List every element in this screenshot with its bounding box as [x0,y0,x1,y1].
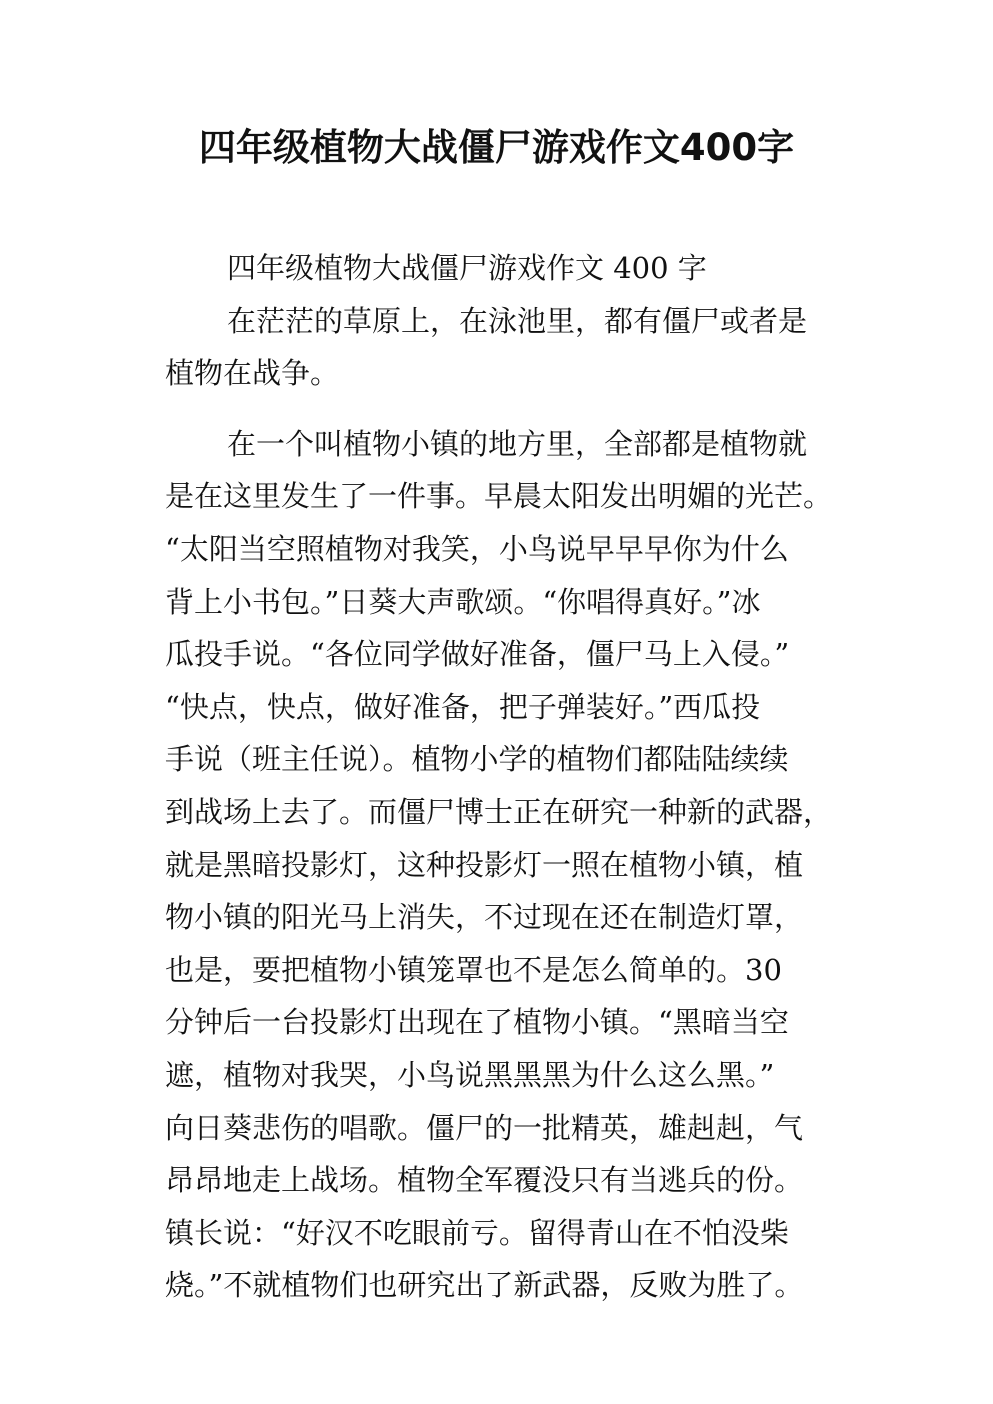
paragraph-2-line-17: 烧。”不就植物们也研究出了新武器，反败为胜了。 [165,1268,804,1303]
paragraph-2-line-15: 昂昂地走上战场。植物全军覆没只有当逃兵的份。 [165,1163,804,1198]
paragraph-2-line-7: 手说（班主任说）。植物小学的植物们都陆陆续续 [165,742,789,777]
paragraph-2-line-1: 在一个叫植物小镇的地方里，全部都是植物就 [227,426,808,461]
document-body [165,242,845,1312]
paragraph-2-line-13: 遮，植物对我哭，小鸟说黑黑黑为什么这么黑。” [165,1057,775,1092]
paragraph-2-line-11: 也是，要把植物小镇笼罩也不是怎么简单的。30 [165,952,782,987]
paragraph-2-line-2: 是在这里发生了一件事。早晨太阳发出明媚的光芒。 [165,479,833,514]
paragraph-2-line-9: 就是黑暗投影灯，这种投影灯一照在植物小镇，植 [165,847,804,882]
paragraph-2-line-5: 瓜投手说。“各位同学做好准备，僵尸马上入侵。” [165,637,790,672]
paragraph-2-line-10: 物小镇的阳光马上消失，不过现在还在制造灯罩， [165,900,804,935]
paragraph-2-line-4: 背上小书包。”日葵大声歌颂。“你唱得真好。”冰 [165,584,761,619]
paragraph-2-line-14: 向日葵悲伤的唱歌。僵尸的一批精英，雄赳赳，气 [165,1110,804,1145]
body-subtitle-line: 四年级植物大战僵尸游戏作文 400 字 [227,251,707,285]
paragraph-2-line-3: “太阳当空照植物对我笑，小鸟说早早早你为什么 [165,531,789,566]
paragraph-2-line-8: 到战场上去了。而僵尸博士正在研究一种新的武器， [165,794,833,829]
document-title: 四年级植物大战僵尸游戏作文400字 [198,126,795,169]
paragraph-2-line-12: 分钟后一台投影灯出现在了植物小镇。“黑暗当空 [165,1005,789,1040]
paragraph-2-line-16: 镇长说：“好汉不吃眼前亏。留得青山在不怕没柴 [165,1215,789,1250]
paragraph-gap [165,400,845,418]
paragraph-1-line-2: 植物在战争。 [165,356,340,391]
paragraph-1-line-1: 在茫茫的草原上，在泳池里，都有僵尸或者是 [227,303,808,338]
paragraph-2-line-6: “快点，快点，做好准备，把子弹装好。”西瓜投 [165,689,761,724]
